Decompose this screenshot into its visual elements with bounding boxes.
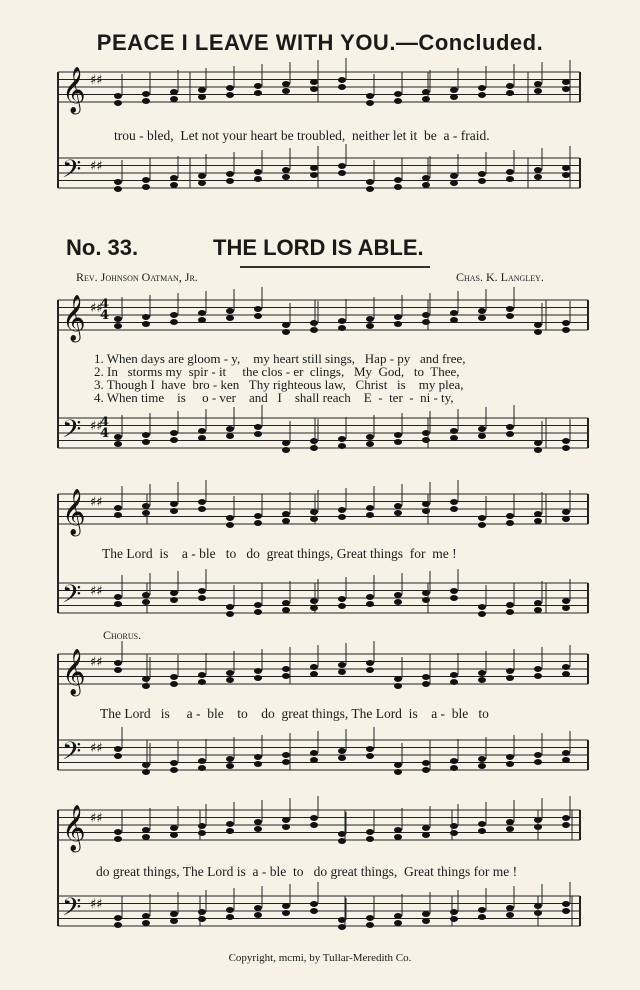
- page-title: PEACE I LEAVE WITH YOU.—Concluded.: [96, 30, 544, 55]
- hymn-title: THE LORD IS ABLE.: [213, 235, 424, 260]
- svg-text:♯♯: ♯♯: [90, 897, 103, 912]
- svg-text:♯♯: ♯♯: [90, 419, 103, 434]
- refrain-line: The Lord is a - ble to do great things, Great things for me !: [102, 546, 457, 561]
- svg-text:𝄞: 𝄞: [62, 649, 86, 695]
- svg-text:♯♯: ♯♯: [90, 741, 103, 756]
- hymn-composer: Chas. K. Langley.: [456, 270, 544, 284]
- svg-text:♯♯: ♯♯: [90, 811, 103, 826]
- chorus-line-1: The Lord is a - ble to do great things, The Lord is a - ble to: [100, 706, 489, 721]
- svg-text:♯♯: ♯♯: [90, 584, 103, 599]
- svg-text:𝄞: 𝄞: [62, 805, 86, 851]
- svg-text:4: 4: [100, 308, 110, 323]
- verse-line-3: 3. Though I have bro - ken Thy righteous law, Christ is my plea,: [94, 377, 464, 392]
- svg-text:♯♯: ♯♯: [90, 495, 103, 510]
- svg-text:𝄢: 𝄢: [62, 415, 82, 450]
- svg-text:♯♯: ♯♯: [90, 301, 103, 316]
- lyric-line-concluded: trou - bled, Let not your heart be troubled, neither let it be a - fraid.: [114, 128, 490, 143]
- svg-text:♯♯: ♯♯: [90, 73, 103, 88]
- svg-text:4: 4: [100, 297, 110, 312]
- verse-line-1: 1. When days are gloom - y, my heart still sings, Hap - py and free,: [94, 351, 466, 366]
- verse-line-4: 4. When time is o - ver and I shall reach E - ter - ni - ty,: [94, 390, 454, 405]
- chorus-label: Chorus.: [103, 628, 142, 642]
- copyright-notice: Copyright, mcmi, by Tullar-Meredith Co.: [228, 952, 412, 964]
- svg-text:♯♯: ♯♯: [90, 159, 103, 174]
- svg-text:𝄢: 𝄢: [62, 155, 82, 190]
- svg-text:4: 4: [100, 426, 110, 441]
- svg-text:𝄢: 𝄢: [62, 737, 82, 772]
- svg-text:𝄢: 𝄢: [62, 893, 82, 928]
- chorus-line-2: do great things, The Lord is a - ble to do great things, Great things for me !: [96, 864, 518, 879]
- svg-text:♯♯: ♯♯: [90, 655, 103, 670]
- svg-text:4: 4: [100, 415, 110, 430]
- hymn-number: No. 33.: [66, 235, 139, 260]
- svg-text:𝄞: 𝄞: [62, 67, 86, 113]
- svg-text:𝄞: 𝄞: [62, 295, 86, 341]
- verse-line-2: 2. In storms my spir - it the clos - er clings, My God, to Thee,: [94, 364, 460, 379]
- svg-text:𝄢: 𝄢: [62, 580, 82, 615]
- hymn-author: Rev. Johnson Oatman, Jr.: [76, 270, 198, 284]
- svg-text:𝄞: 𝄞: [62, 489, 86, 535]
